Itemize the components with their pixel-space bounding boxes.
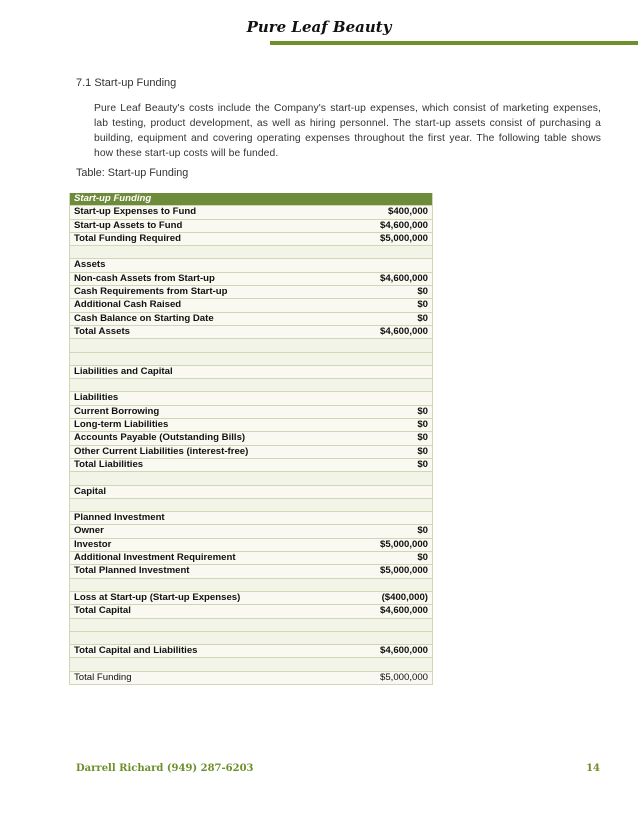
row-label: Total Assets (70, 325, 347, 338)
row-label (70, 352, 347, 365)
table-spacer-row (70, 246, 433, 259)
section-heading: 7.1 Start-up Funding (76, 77, 177, 89)
table-row (70, 458, 433, 471)
row-label: Additional Investment Requirement (70, 552, 347, 565)
row-value (347, 259, 433, 272)
row-label: Total Liabilities (70, 458, 347, 471)
table-row (70, 645, 433, 658)
row-value: $4,600,000 (347, 645, 433, 658)
table-row (70, 405, 433, 418)
row-label: Long-term Liabilities (70, 419, 347, 432)
row-label: Loss at Start-up (Start-up Expenses) (70, 591, 347, 604)
table-row (70, 219, 433, 232)
row-label: Current Borrowing (70, 405, 347, 418)
row-label: Assets (70, 259, 347, 272)
row-value (347, 512, 433, 525)
row-label (70, 578, 347, 591)
table-spacer-row (70, 379, 433, 392)
row-value (347, 472, 433, 485)
table-row (70, 512, 433, 525)
row-value: $5,000,000 (347, 538, 433, 551)
row-label: Start-up Assets to Fund (70, 219, 347, 232)
row-label: Accounts Payable (Outstanding Bills) (70, 432, 347, 445)
table-row (70, 232, 433, 245)
table-row (70, 365, 433, 378)
row-label (70, 618, 347, 631)
table-spacer-row (70, 631, 433, 644)
table-spacer-row (70, 339, 433, 352)
table-row (70, 259, 433, 272)
row-value (347, 339, 433, 352)
row-value: $5,000,000 (347, 565, 433, 578)
row-label (70, 631, 347, 644)
table-row (70, 286, 433, 299)
row-value: $0 (347, 405, 433, 418)
table-header-row (70, 193, 433, 206)
row-label: Non-cash Assets from Start-up (70, 272, 347, 285)
row-value: $4,600,000 (347, 325, 433, 338)
row-label (70, 498, 347, 511)
row-value: $0 (347, 419, 433, 432)
table-row (70, 591, 433, 604)
row-value (347, 658, 433, 671)
row-label: Total Capital (70, 605, 347, 618)
table-spacer-row (70, 658, 433, 671)
row-value: $0 (347, 458, 433, 471)
table-row (70, 565, 433, 578)
row-value: ($400,000) (347, 591, 433, 604)
row-label (70, 246, 347, 259)
row-value (347, 379, 433, 392)
row-value (347, 246, 433, 259)
row-value: $0 (347, 552, 433, 565)
table-row (70, 392, 433, 405)
table-spacer-row (70, 352, 433, 365)
row-label: Planned Investment (70, 512, 347, 525)
table-spacer-row (70, 472, 433, 485)
table-spacer-row (70, 578, 433, 591)
startup-funding-table (69, 193, 433, 685)
table-row (70, 605, 433, 618)
row-label: Start-up Expenses to Fund (70, 206, 347, 219)
row-value: $0 (347, 525, 433, 538)
table-row (70, 445, 433, 458)
row-value: $400,000 (347, 206, 433, 219)
row-value (347, 498, 433, 511)
row-value: $0 (347, 299, 433, 312)
row-label: Investor (70, 538, 347, 551)
row-value (347, 392, 433, 405)
table-spacer-row (70, 498, 433, 511)
row-value (347, 618, 433, 631)
row-label: Other Current Liabilities (interest-free) (70, 445, 347, 458)
row-label: Total Planned Investment (70, 565, 347, 578)
table-row (70, 325, 433, 338)
row-label: Additional Cash Raised (70, 299, 347, 312)
table-row (70, 538, 433, 551)
table-row (70, 312, 433, 325)
row-value: $4,600,000 (347, 272, 433, 285)
row-label (70, 339, 347, 352)
table-caption: Table: Start-up Funding (76, 167, 189, 179)
row-label: Liabilities and Capital (70, 365, 347, 378)
table-row (70, 552, 433, 565)
row-label: Capital (70, 485, 347, 498)
row-label: Cash Requirements from Start-up (70, 286, 347, 299)
row-value (347, 631, 433, 644)
row-label: Total Capital and Liabilities (70, 645, 347, 658)
row-label: Owner (70, 525, 347, 538)
row-value: $0 (347, 445, 433, 458)
row-value (347, 193, 433, 206)
table-row (70, 485, 433, 498)
row-label: Start-up Funding (70, 193, 347, 206)
footer-contact: Darrell Richard (949) 287-6203 (76, 763, 254, 774)
row-label: Total Funding Required (70, 232, 347, 245)
page-number: 14 (586, 763, 600, 774)
row-value: $0 (347, 312, 433, 325)
table-row (70, 671, 433, 684)
table-row (70, 525, 433, 538)
row-value: $0 (347, 432, 433, 445)
row-label: Total Funding (70, 671, 347, 684)
row-value (347, 578, 433, 591)
row-value (347, 485, 433, 498)
table-spacer-row (70, 618, 433, 631)
row-value: $4,600,000 (347, 605, 433, 618)
table-row (70, 206, 433, 219)
intro-paragraph: Pure Leaf Beauty's costs include the Company's start-up expenses, which consist of marketing expenses, lab testing, product development, as well as hiring personnel. The start-up assets consist of purchasing a building, equipment and covering operating expenses throughout the first year. The following table shows how these start-up costs will be funded. (94, 103, 601, 159)
row-value: $0 (347, 286, 433, 299)
header-rule (270, 41, 638, 45)
row-label: Liabilities (70, 392, 347, 405)
table-row (70, 272, 433, 285)
document-title: Pure Leaf Beauty (246, 18, 392, 36)
table-row (70, 299, 433, 312)
table-row (70, 419, 433, 432)
row-value (347, 365, 433, 378)
row-value: $5,000,000 (347, 671, 433, 684)
row-label (70, 472, 347, 485)
row-label (70, 658, 347, 671)
row-label (70, 379, 347, 392)
row-value: $4,600,000 (347, 219, 433, 232)
row-value (347, 352, 433, 365)
row-value: $5,000,000 (347, 232, 433, 245)
table-row (70, 432, 433, 445)
row-label: Cash Balance on Starting Date (70, 312, 347, 325)
